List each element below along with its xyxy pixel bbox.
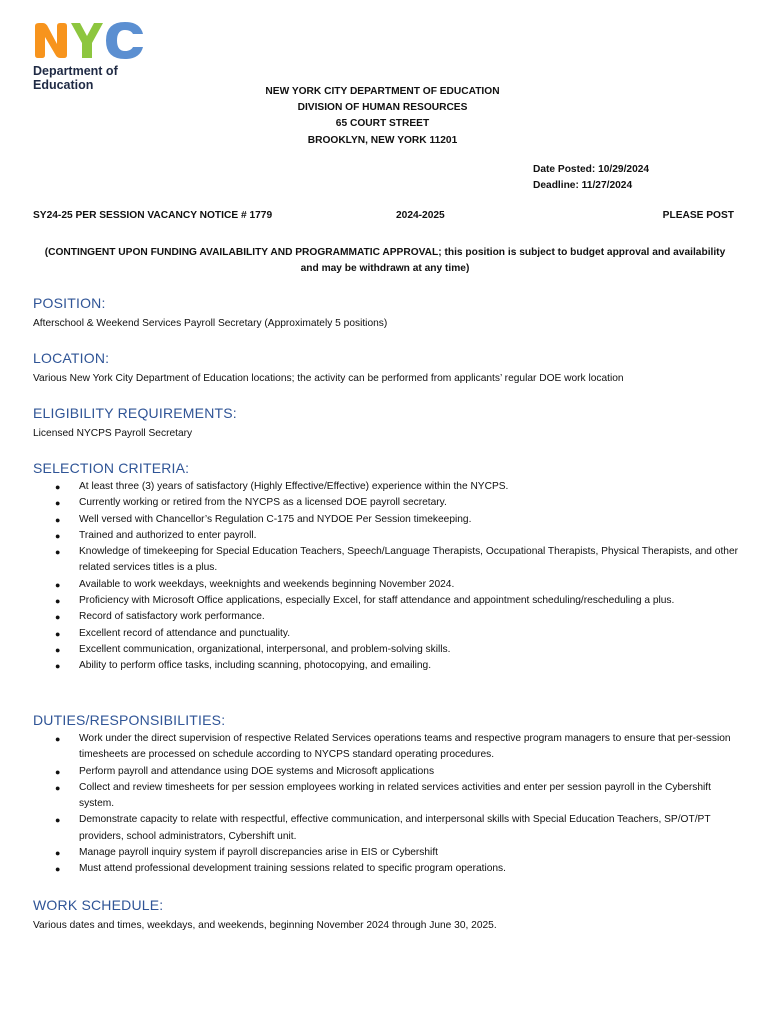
bullet-icon: ● [55,734,61,744]
list-item: ● Excellent record of attendance and punctuality. [33,626,738,642]
list-item: ● Proficiency with Microsoft Office applications, especially Excel, for staff attendance and appointment scheduling/rescheduling a plus. [33,593,738,609]
header-line-3: 65 COURT STREET [335,118,430,130]
eligibility-section [33,405,738,442]
list-item: ● Well versed with Chancellor’s Regulation C-175 and NYDOE Per Session timekeeping. [33,512,738,528]
deadline: Deadline: 11/27/2024 [533,180,633,192]
location-text: Various New York City Department of Education locations; the activity can be performed from applicants’ regular DOE work location [33,373,624,384]
date-posted: Date Posted: 10/29/2024 [533,164,650,175]
list-item: ● Perform payroll and attendance using DOE systems and Microsoft applications [33,764,738,780]
nyc-doe-logo [33,22,148,92]
selection-list [33,479,738,675]
bullet-icon: ● [55,482,61,492]
eligibility-heading: ELIGIBILITY REQUIREMENTS: [33,405,237,421]
list-item: ● Demonstrate capacity to relate with respectful, effective communication, and interpersonal skills with Special Education Teachers, SP/OT/PT providers, school administrators, Cybershift unit. [55,814,711,842]
position-heading: POSITION: [33,295,106,311]
list-item: ● Ability to perform office tasks, including scanning, photocopying, and emailing. [33,658,738,674]
list-item: ● Must attend professional development training sessions related to specific program operations. [33,861,738,877]
list-item: ● Available to work weekdays, weeknights and weekends beginning November 2024. [33,577,738,593]
address-header [250,84,515,149]
eligibility-text: Licensed NYCPS Payroll Secretary [33,428,193,439]
bullet-icon: ● [55,596,61,607]
list-item: ● Collect and review timesheets for per session employees working in related services activities and enter per session payroll in the Cybershift system. [55,781,711,810]
bullet-icon: ● [55,848,61,859]
list-item: ● Knowledge of timekeeping for Special Education Teachers, Speech/Language Therapists, Occupational Therapists, Physical Therapists, and other related services titles is a plus. [55,546,739,574]
header-line-1: NEW YORK CITY DEPARTMENT OF EDUCATION [265,86,500,97]
bullet-icon: ● [55,661,61,672]
bullet-icon: ● [55,815,61,826]
bullet-icon: ● [55,782,61,793]
bullet-icon: ● [55,628,61,639]
bullet-icon: ● [55,644,61,655]
school-year: 2024-2025 [396,210,445,221]
list-item: ● Work under the direct supervision of respective Related Services operations teams and respective program managers to ensure that per-session timesheets are processed on schedule according to NYCPS standard operating procedures. [55,733,731,761]
bullet-icon: ● [55,766,61,777]
bullet-icon: ● [55,612,61,623]
bullet-icon: ● [55,498,61,509]
vacancy-notice: SY24-25 PER SESSION VACANCY NOTICE # 1779 [33,210,273,221]
schedule-text: Various dates and times, weekdays, and weekends, beginning November 2024 through June 30, 2025. [33,920,497,931]
bullet-icon: ● [55,530,61,541]
list-item: ● Trained and authorized to enter payroll. [33,528,738,544]
logo-line-1: Department of [33,64,118,78]
location-heading: LOCATION: [33,350,110,366]
list-item: ● Manage payroll inquiry system if payroll discrepancies arise in EIS or Cybershift [33,845,738,861]
schedule-heading: WORK SCHEDULE: [33,897,164,913]
contingent-notice: (CONTINGENT UPON FUNDING AVAILABILITY AND PROGRAMMATIC APPROVAL; this position is subject to budget approval and availability and may be withdrawn at any time) [44,247,726,275]
bullet-icon: ● [55,547,61,558]
bullet-icon: ● [55,514,61,525]
bullet-icon: ● [55,864,61,875]
position-section [33,295,738,332]
location-section [33,350,738,387]
vacancy-row [33,210,734,226]
list-item: ● At least three (3) years of satisfactory (Highly Effective/Effective) experience within the NYCPS. [33,479,738,495]
duties-list [33,731,738,878]
nyc-logo-mark-icon [33,22,145,60]
header-line-2: DIVISION OF HUMAN RESOURCES [297,102,468,114]
list-item: ● Record of satisfactory work performance. [33,609,738,625]
please-post: PLEASE POST [662,210,734,221]
bullet-icon: ● [55,579,61,590]
logo-department-text [33,64,148,92]
list-item: ● Excellent communication, organizational, interpersonal, and problem-solving skills. [33,642,738,658]
selection-section [33,460,738,675]
duties-section [33,712,738,878]
header-line-4: BROOKLYN, NEW YORK 11201 [307,134,458,146]
schedule-section [33,897,738,934]
logo-line-2: Education [33,78,94,92]
duties-heading: DUTIES/RESPONSIBILITIES: [33,712,226,728]
position-text: Afterschool & Weekend Services Payroll Secretary (Approximately 5 positions) [33,318,388,329]
selection-heading: SELECTION CRITERIA: [33,460,190,476]
list-item: ● Currently working or retired from the NYCPS as a licensed DOE payroll secretary. [33,495,738,511]
dates-block [533,162,649,194]
